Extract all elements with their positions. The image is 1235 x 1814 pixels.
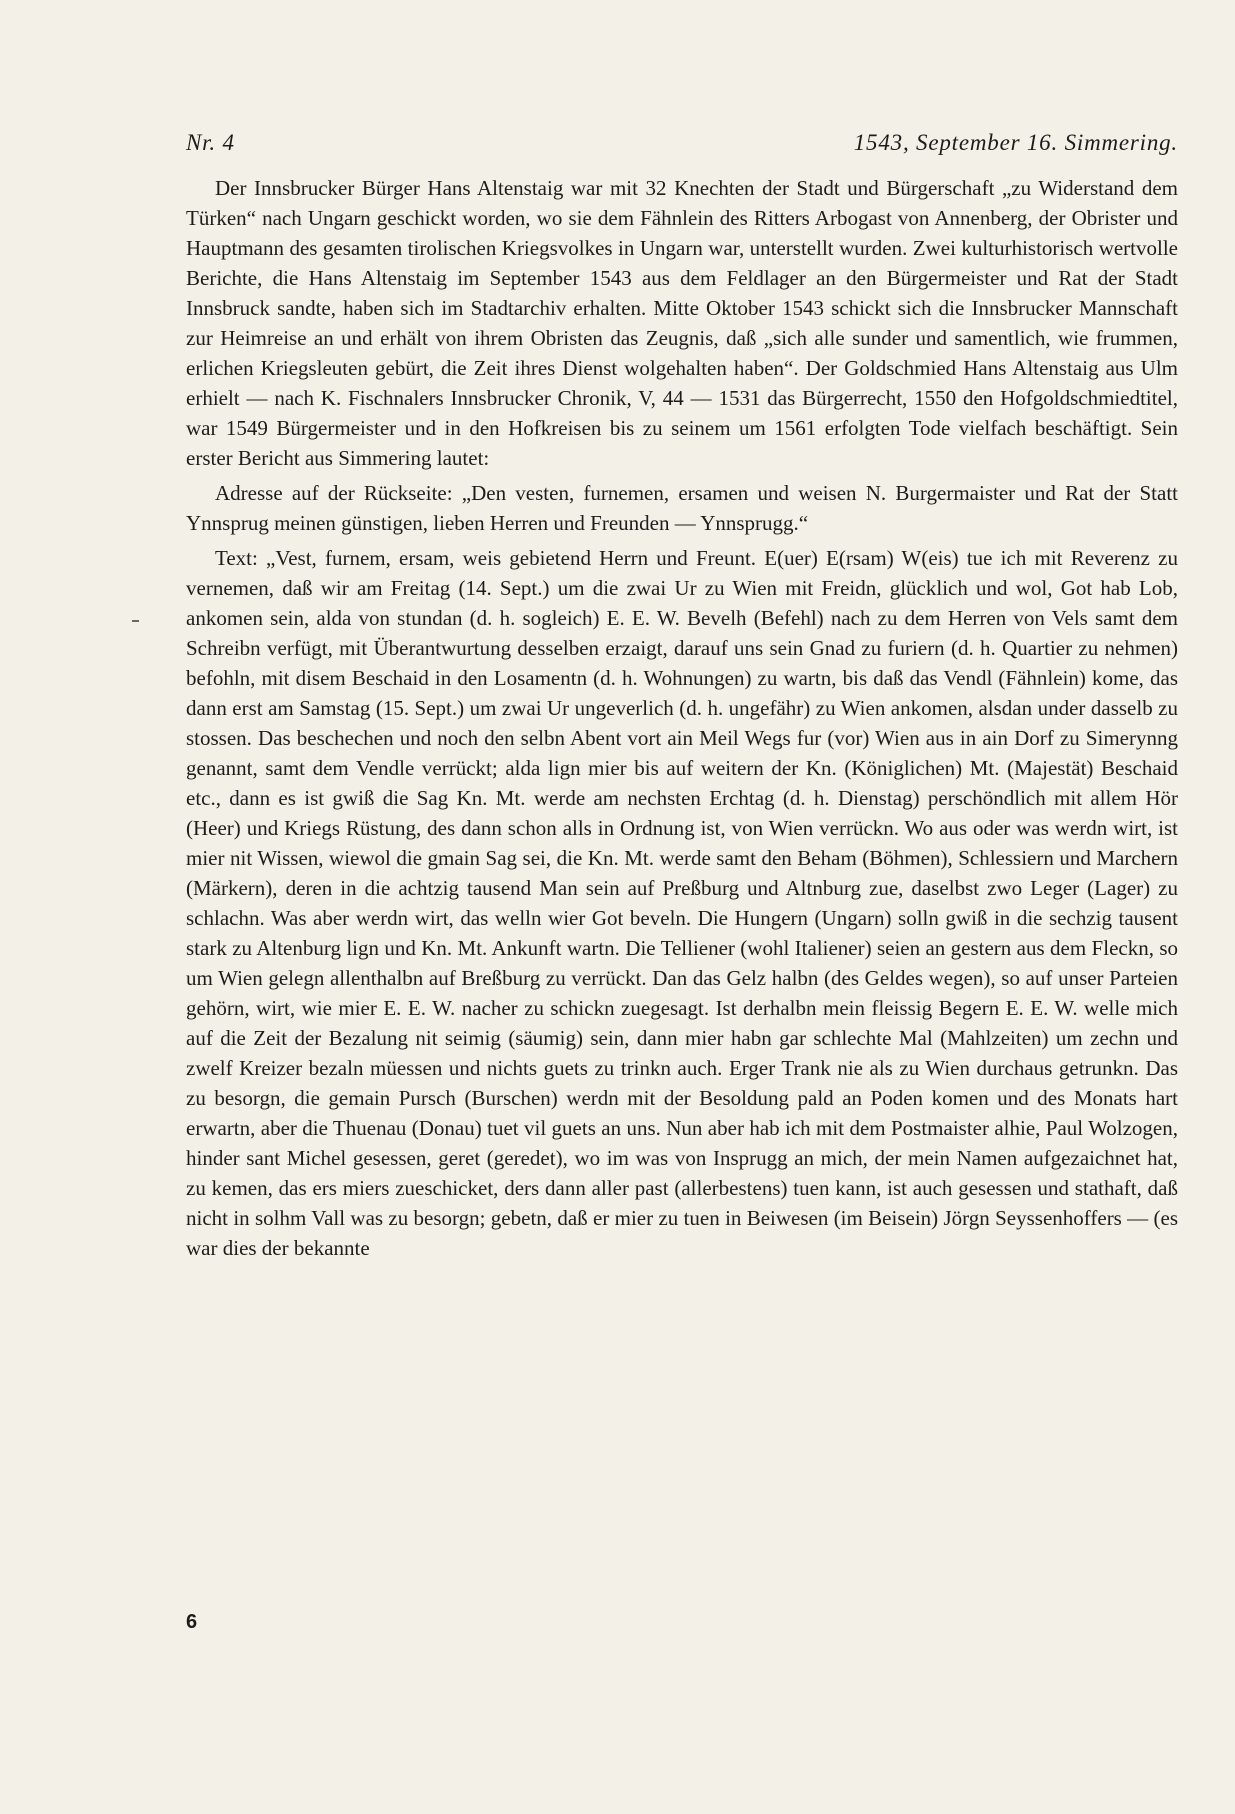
letter-text-paragraph: Text: „Vest, furnem, ersam, weis gebietend Herrn und Freunt. E(uer) E(rsam) W(eis) tue ich mit Reverenz zu vernemen, daß wir am Freitag (14. Sept.) um die zwai Ur zu Wien mit Freidn, glücklich und wol, Got hab Lob, ankomen sein, alda von stundan (d. h. sogleich) E. E. W. Bevelh (Befehl) nach zu dem Herren von Vels samt dem Schreibn verfügt, mit Überantwurtung desselben erzaigt, darauf uns sein Gnad zu furiern (d. h. Quartier zu nehmen) befohln, mit disem Beschaid in den Losamentn (d. h. Wohnungen) zu wartn, bis daß das Vendl (Fähnlein) kome, das dann erst am Samstag (15. Sept.) um zwai Ur ungeverlich (d. h. ungefähr) zu Wien ankomen, alsdan under dasselb zu stossen. Das beschechen und noch den selbn Abent vort ain Meil Wegs fur (vor) Wien aus in ain Dorf zu Simerynng genannt, samt dem Vendle verrückt; alda lign mier bis auf weitern der Kn. (Königlichen) Mt. (Majestät) Beschaid etc., dann es ist gwiß die Sag Kn. Mt. werde am nechsten Erchtag (d. h. Dienstag) perschöndlich mit allem Hör (Heer) und Kriegs Rüstung, des dann schon alls in Ordnung ist, von Wien verrückn. Wo aus oder was werdn wirt, ist mier nit Wissen, wiewol die gmain Sag sei, die Kn. Mt. werde samt den Beham (Böhmen), Schlessiern und Marchern (Märkern), deren in die achtzig tausend Man sein auf Preßburg und Altnburg zue, daselbst zwo Leger (Lager) zu schlachn. Was aber werdn wirt, das welln wier Got beveln. Die Hungern (Ungarn) solln gwiß in die sechzig tausent stark zu Altenburg lign und Kn. Mt. Ankunft wartn. Die Telliener (wohl Italiener) seien an gestern aus dem Fleckn, so um Wien gelegn allenthalbn auf Breßburg zu verrückt. Dan das Gelz halbn (des Geldes wegen), so auf unser Parteien gehörn, wirt, wie mier E. E. W. nacher zu schickn zuegesagt. Ist derhalbn mein fleissig Begern E. E. W. welle mich auf die Zeit der Bezalung nit seimig (säumig) sein, dann mier habn gar schlechte Mal (Mahlzeiten) um zechn und zwelf Kreizer bezaln müessen und nichts guets zu trinkn auch. Erger Trank nie als zu Wien durchaus getrunkn. Das zu besorgn, die gemain Pursch (Burschen) werdn mit der Besoldung pald an Poden komen und des Monats hart erwartn, aber die Thuenau (Donau) tuet vil guets an uns. Nun aber hab ich mit dem Postmaister alhie, Paul Wolzogen, hinder sant Michel gesessen, geret (geredet), wo im was von Insprugg an mich, der mein Namen aufgezaichnet hat, zu kemen, das ers miers zueschicket, ders dann aller past (allerbestens) tuen kann, ist auch gesessen und stathaft, daß nicht in solhm Vall was zu besorgn; gebetn, daß er mier zu tuen in Beiwesen (im Beisein) Jörgn Seyssenhoffers — (es war dies der bekannte: [186, 546, 1178, 1260]
margin-mark: [132, 620, 139, 622]
body-text: [186, 173, 1178, 1268]
address-paragraph: Adresse auf der Rückseite: „Den vesten, furnemen, ersamen und weisen N. Burgermaister und Rat der Statt Ynnsprug meinen günstigen, lieben Herren und Freunden — Ynnsprugg.“: [186, 481, 1178, 535]
page-number: 6: [186, 1611, 198, 1633]
page: [186, 0, 1178, 1814]
document-date-place: 1543, September 16. Simmering.: [853, 130, 1178, 155]
document-number: Nr. 4: [186, 130, 235, 155]
intro-paragraph: Der Innsbrucker Bürger Hans Altenstaig war mit 32 Knechten der Stadt und Bürgerschaft „zu Widerstand dem Türken“ nach Ungarn geschickt worden, wo sie dem Fähnlein des Ritters Arbogast von Annenberg, der Obrister und Hauptmann des gesamten tirolischen Kriegsvolkes in Ungarn war, unterstellt wurden. Zwei kulturhistorisch wertvolle Berichte, die Hans Altenstaig im September 1543 aus dem Feldlager an den Bürgermeister und Rat der Stadt Innsbruck sandte, haben sich im Stadtarchiv erhalten. Mitte Oktober 1543 schickt sich die Innsbrucker Mannschaft zur Heimreise an und erhält von ihrem Obristen das Zeugnis, daß „sich alle sunder und samentlich, wie frummen, erlichen Kriegsleuten gebürt, die Zeit ihres Dienst wolgehalten haben“. Der Goldschmied Hans Altenstaig aus Ulm erhielt — nach K. Fischnalers Innsbrucker Chronik, V, 44 — 1531 das Bürgerrecht, 1550 den Hofgoldschmiedtitel, war 1549 Bürgermeister und in den Hofkreisen bis zu seinem um 1561 erfolgten Tode vielfach beschäftigt. Sein erster Bericht aus Simmering lautet:: [186, 176, 1178, 470]
running-head: [186, 130, 1178, 164]
